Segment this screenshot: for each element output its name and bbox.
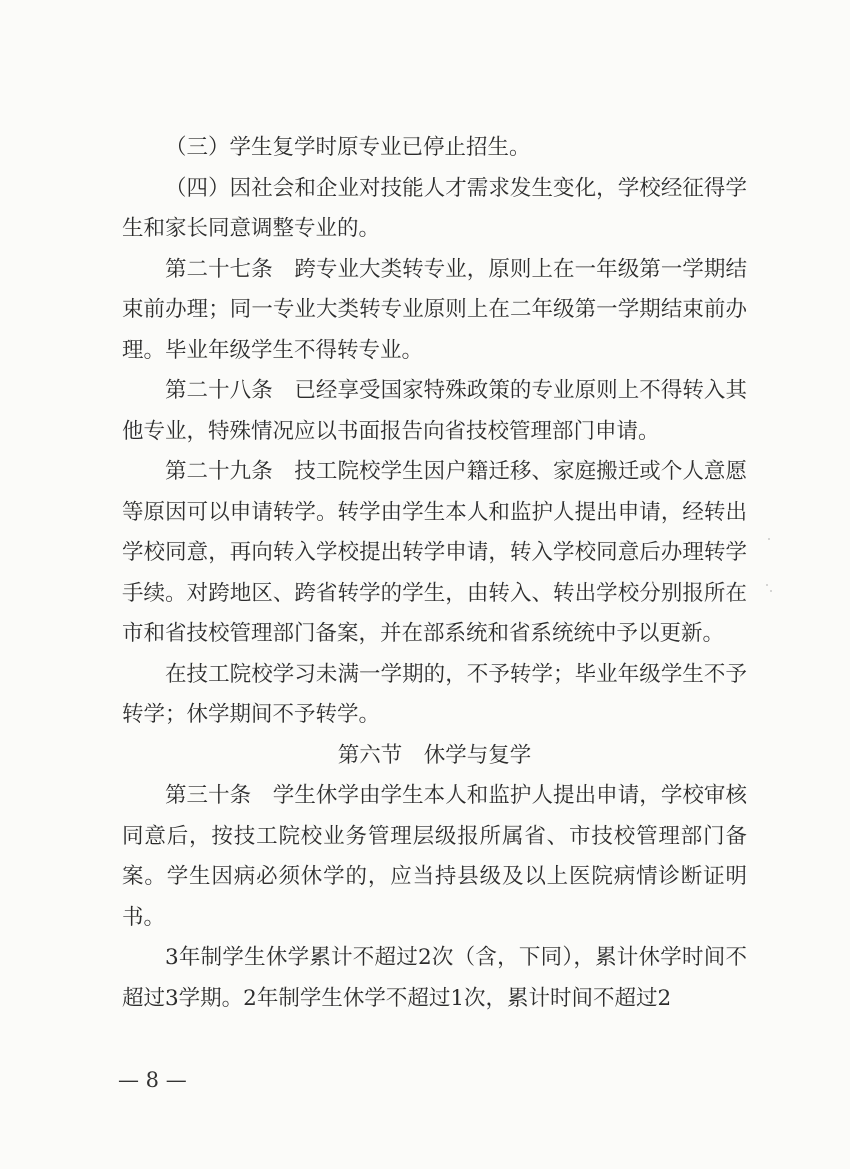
article-30: 第三十条 学生休学由学生本人和监护人提出申请，学校审核同意后，按技工院校业务管理层级报所属省、市技校管理部门备案。学生因病必须休学的，应当持县级及以上医院病情诊断证明书。 — [122, 783, 747, 930]
paragraph-item-4: （四）因社会和企业对技能人才需求发生变化，学校经征得学生和家长同意调整专业的。 — [122, 175, 747, 241]
section-title: 第六节 休学与复学 — [337, 742, 532, 768]
article-29: 第二十九条 技工院校学生因户籍迁移、家庭搬迁或个人意愿等原因可以申请转学。转学由学生本人和监护人提出申请，经转出学校同意，再向转入学校提出转学申请，转入学校同意后办理转学手续。对跨地区、跨省转学的学生，由转入、转出学校分别报所在市和省技校管理部门备案，并在部系统和省系统统中予以更新。 — [122, 459, 747, 646]
body-text — [122, 128, 747, 1019]
scan-speck — [766, 584, 768, 586]
article-27: 第二十七条 跨专业大类转专业，原则上在一年级第一学期结束前办理；同一专业大类转专业原则上在二年级第一学期结束前办理。毕业年级学生不得转专业。 — [122, 256, 747, 363]
article-28: 第二十八条 已经享受国家特殊政策的专业原则上不得转入其他专业，特殊情况应以书面报告向省技校管理部门申请。 — [122, 378, 747, 444]
page-number: — 8 — — [118, 1068, 187, 1092]
scan-speck — [770, 590, 772, 592]
scan-speck — [768, 538, 770, 540]
paragraph-item-3: （三）学生复学时原专业已停止招生。 — [165, 135, 531, 160]
suspension-limit-paragraph: 3年制学生休学累计不超过2次（含，下同），累计休学时间不超过3学期。2年制学生休学不超过1次，累计时间不超过2 — [122, 945, 747, 1011]
transfer-restriction-paragraph: 在技工院校学习未满一学期的，不予转学；毕业年级学生不予转学；休学期间不予转学。 — [122, 661, 747, 727]
